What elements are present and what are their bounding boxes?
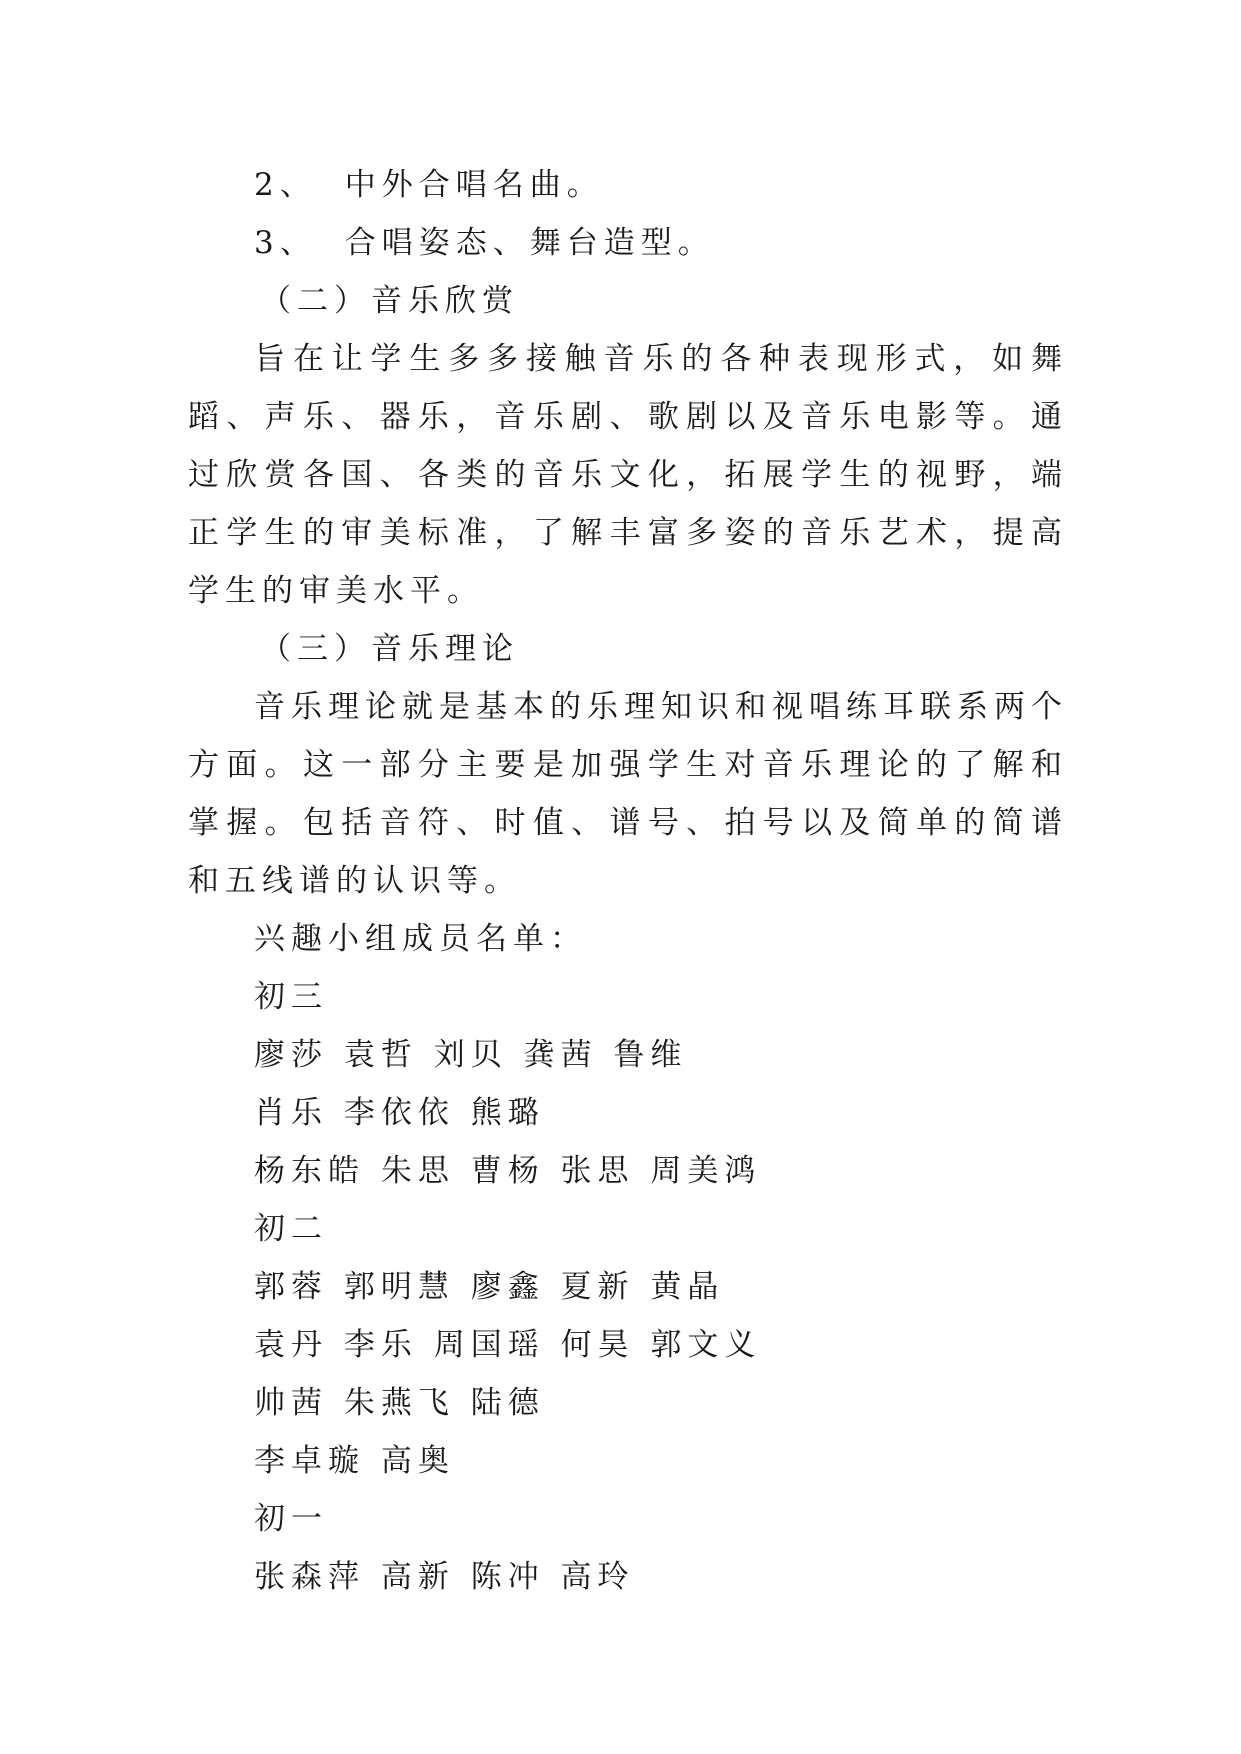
member-row: 李卓璇 高奥 (254, 1443, 455, 1479)
list-item-number: 3、 (254, 225, 317, 261)
section-heading-music-appreciation: （二）音乐欣赏 (260, 283, 519, 319)
list-item (188, 156, 1068, 214)
list-item-text: 合唱姿态、舞台造型。 (344, 225, 715, 261)
member-row: 杨东皓 朱思 曹杨 张思 周美鸿 (254, 1153, 762, 1189)
document-content (188, 156, 1068, 1606)
member-row: 帅茜 朱燕飞 陆德 (254, 1385, 545, 1421)
member-row: 廖莎 袁哲 刘贝 龚茜 鲁维 (254, 1037, 688, 1073)
member-row: 郭蓉 郭明慧 廖鑫 夏新 黄晶 (254, 1269, 725, 1305)
list-item-number: 2、 (254, 167, 317, 203)
grade-label-grade3: 初三 (254, 979, 328, 1015)
member-list-title: 兴趣小组成员名单： (254, 921, 587, 957)
grade-label-grade1: 初一 (254, 1501, 328, 1537)
grade-label-grade2: 初二 (254, 1211, 328, 1247)
member-row: 肖乐 李依依 熊璐 (254, 1095, 545, 1131)
member-row: 张森萍 高新 陈冲 高玲 (254, 1559, 635, 1595)
section-body-music-theory: 音乐理论就是基本的乐理知识和视唱练耳联系两个方面。这一部分主要是加强学生对音乐理论的了解和掌握。包括音符、时值、谱号、拍号以及简单的简谱和五线谱的认识等。 (188, 689, 1068, 899)
member-row: 袁丹 李乐 周国瑶 何昊 郭文义 (254, 1327, 762, 1363)
list-item (188, 214, 1068, 272)
list-item-text: 中外合唱名曲。 (344, 167, 604, 203)
section-body-music-appreciation: 旨在让学生多多接触音乐的各种表现形式，如舞蹈、声乐、器乐，音乐剧、歌剧以及音乐电影等。通过欣赏各国、各类的音乐文化，拓展学生的视野，端正学生的审美标准，了解丰富多姿的音乐艺术，提高学生的审美水平。 (188, 341, 1068, 609)
section-heading-music-theory: （三）音乐理论 (260, 631, 519, 667)
